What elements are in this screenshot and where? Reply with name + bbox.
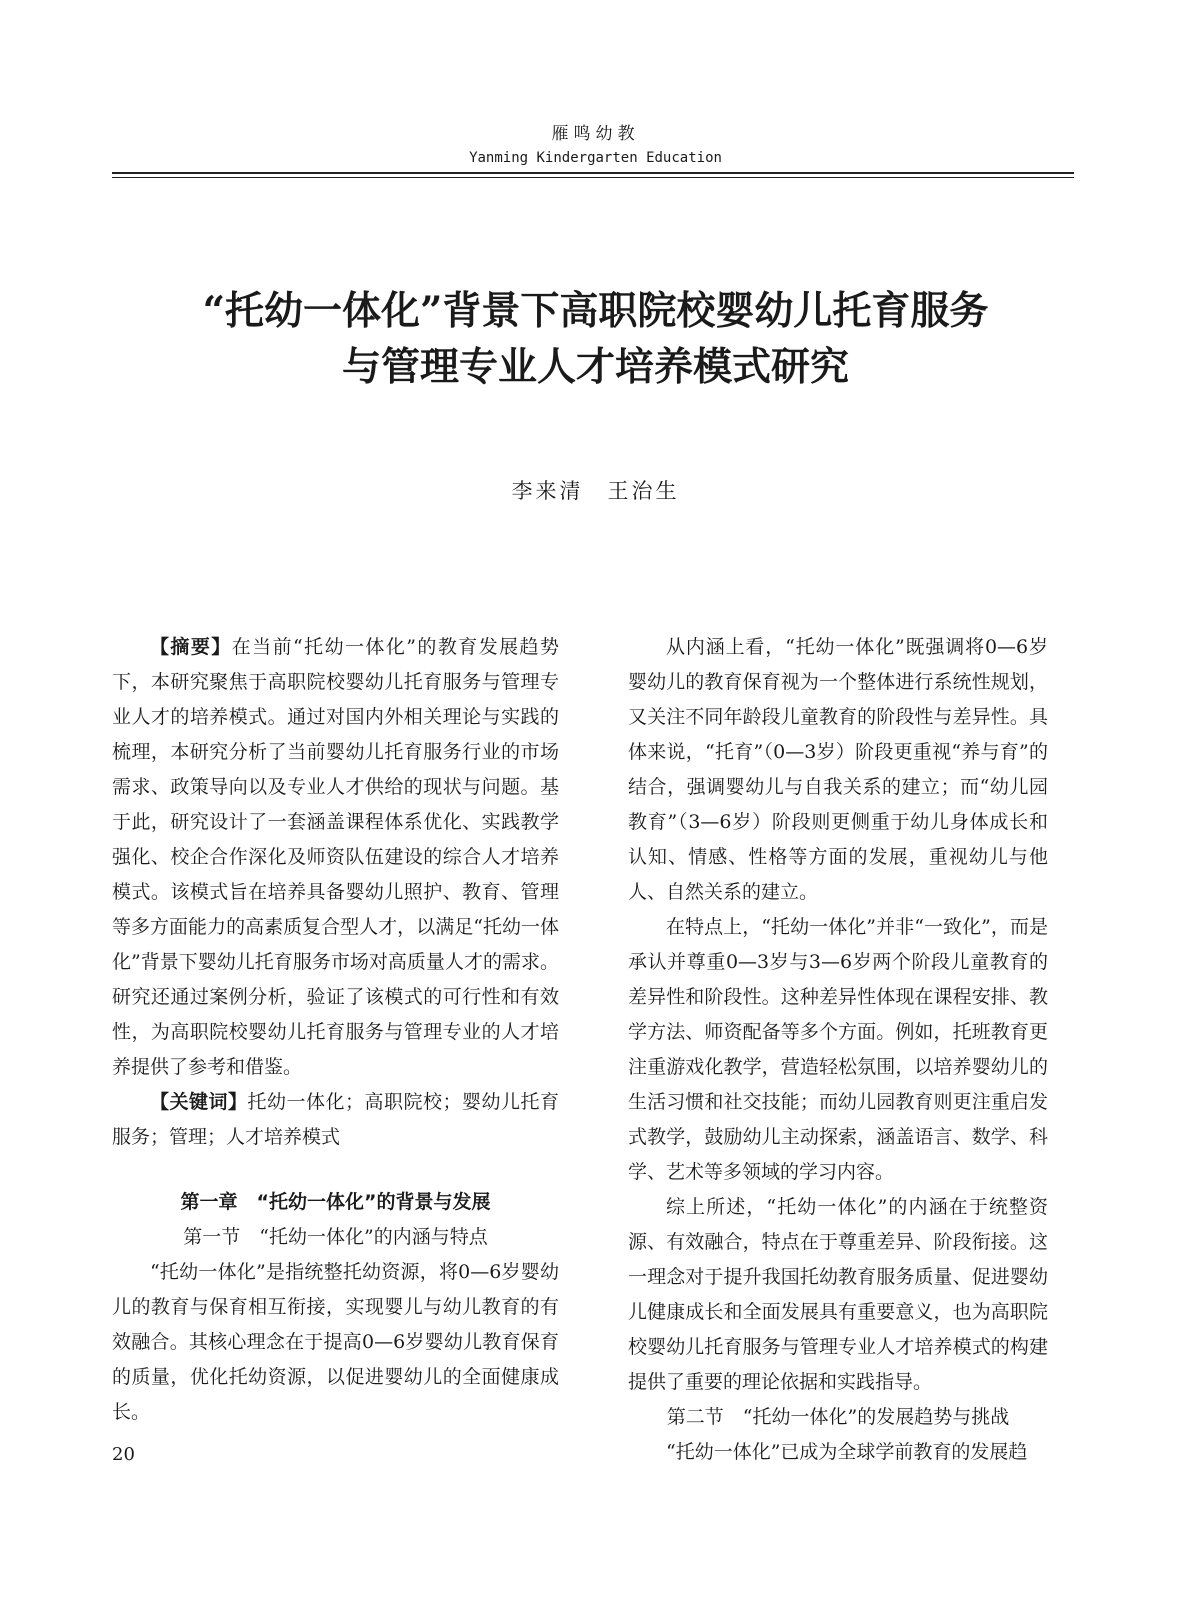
title-line-1: “托幼一体化”背景下高职院校婴幼儿托育服务 <box>202 288 989 334</box>
header-rule-thick <box>112 172 1074 174</box>
paragraph: 从内涵上看，“托幼一体化”既强调将0—6岁婴幼儿的教育保育视为一个整体进行系统性规划，又关注不同年龄段儿童教育的阶段性与差异性。具体来说，“托育”（0—3岁）阶段更重视“养与育”的结合，强调婴幼儿与自我关系的建立；而“幼儿园教育”（3—6岁）阶段则更侧重于幼儿身体成长和认知、情感、性格等方面的发展，重视幼儿与他人、自然关系的建立。 <box>628 636 1048 903</box>
keywords-text: 托幼一体化；高职院校；婴幼儿托育服务；管理；人才培养模式 <box>112 1091 559 1148</box>
page-number: 20 <box>112 1444 135 1465</box>
keywords <box>112 1085 559 1155</box>
section-heading: 第一节 “托幼一体化”的内涵与特点 <box>183 1226 488 1248</box>
journal-name-en: Yanming Kindergarten Education <box>469 150 722 166</box>
article-title <box>0 283 1191 395</box>
header-rule-thin <box>112 177 1074 178</box>
abstract-label: 【摘要】 <box>150 636 232 658</box>
paragraph: “托幼一体化”是指统整托幼资源，将0—6岁婴幼儿的教育与保育相互衔接，实现婴儿与幼儿教育的有效融合。其核心理念在于提高0—6岁婴幼儿教育保育的质量，优化托幼资源，以促进婴幼儿的全面健康成长。 <box>112 1261 559 1423</box>
chapter-heading: 第一章 “托幼一体化”的背景与发展 <box>180 1191 491 1213</box>
paragraph: 在特点上，“托幼一体化”并非“一致化”，而是承认并尊重0—3岁与3—6岁两个阶段儿童教育的差异性和阶段性。这种差异性体现在课程安排、教学方法、师资配备等多个方面。例如，托班教育更注重游戏化教学，营造轻松氛围，以培养婴幼儿的生活习惯和社交技能；而幼儿园教育则更注重启发式教学，鼓励幼儿主动探索，涵盖语言、数学、科学、艺术等多领域的学习内容。 <box>628 916 1048 1183</box>
abstract <box>112 630 559 1085</box>
abstract-text: 在当前“托幼一体化”的教育发展趋势下，本研究聚焦于高职院校婴幼儿托育服务与管理专业人才的培养模式。通过对国内外相关理论与实践的梳理，本研究分析了当前婴幼儿托育服务行业的市场需求、政策导向以及专业人才供给的现状与问题。基于此，研究设计了一套涵盖课程体系优化、实践教学强化、校企合作深化及师资队伍建设的综合人才培养模式。该模式旨在培养具备婴幼儿照护、教育、管理等多方面能力的高素质复合型人才，以满足“托幼一体化”背景下婴幼儿托育服务市场对高质量人才的需求。研究还通过案例分析，验证了该模式的可行性和有效性，为高职院校婴幼儿托育服务与管理专业的人才培养提供了参考和借鉴。 <box>112 636 559 1078</box>
left-column <box>112 630 559 1466</box>
authors: 李来清 王治生 <box>511 479 680 503</box>
section-heading: 第二节 “托幼一体化”的发展趋势与挑战 <box>666 1406 1010 1428</box>
paragraph: “托幼一体化”已成为全球学前教育的发展趋 <box>666 1441 1028 1463</box>
journal-name-cn: 雁鸣幼教 <box>551 124 640 144</box>
paragraph: 综上所述，“托幼一体化”的内涵在于统整资源、有效融合，特点在于尊重差异、阶段衔接。这一理念对于提升我国托幼教育服务质量、促进婴幼儿健康成长和全面发展具有重要意义，也为高职院校婴幼儿托育服务与管理专业人才培养模式的构建提供了重要的理论依据和实践指导。 <box>628 1196 1048 1393</box>
right-column <box>628 630 1048 1470</box>
title-line-2: 与管理专业人才培养模式研究 <box>341 344 849 390</box>
keywords-label: 【关键词】 <box>150 1091 248 1113</box>
